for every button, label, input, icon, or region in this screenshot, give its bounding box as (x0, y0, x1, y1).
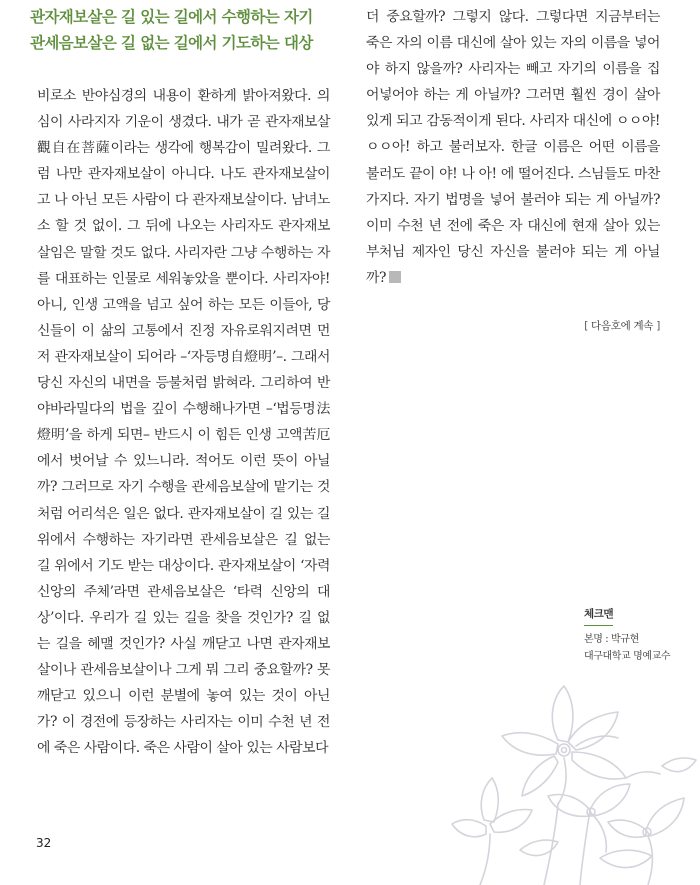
author-pen-name: 체크맨 (584, 606, 613, 626)
body-column-left (37, 83, 330, 761)
title-line-2: 관세음보살은 길 없는 길에서 기도하는 대상 (30, 34, 313, 52)
page-number: 32 (36, 836, 52, 850)
author-box (584, 606, 684, 665)
continued-note: [ 다음호에 계속 ] (584, 320, 660, 332)
end-marker-icon (389, 271, 401, 283)
author-affiliation: 대구대학교 명예교수 (584, 651, 671, 662)
article-title (30, 4, 360, 56)
author-real-name: 본명 : 박규현 (584, 634, 639, 645)
body-column-right (366, 4, 660, 291)
body-text-right: 더 중요할까? 그렇지 않다. 그렇다면 지금부터는 죽은 자의 이름 대신에 살아 있는 자의 이름을 넣어야 하지 않을까? 사리자는 빼고 자기의 이름을 집어넣어야 하는 게 아닐까? 그러면 훨씬 경이 살아 있게 되고 감동적이게 된다. 사리자 대신에 ㅇㅇ야! ㅇㅇ아! 하고 불러보자. 한글 이름은 어떤 이름을 불러도 끝이 야! 나 아! 에 떨어진다. 스님들도 마찬가지다. 자기 법명을 넣어 불러야 되는 게 아닐까? 이미 수천 년 전에 죽은 자 대신에 현재 살아 있는 부처님 제자인 당신 자신을 불러야 되는 게 아닐까? (366, 9, 660, 286)
body-text-left: 비로소 반야심경의 내용이 환하게 밝아져왔다. 의심이 사라지자 기운이 생겼다. 내가 곧 관자재보살觀自在菩薩이라는 생각에 행복감이 밀려왔다. 그럼 나만 관자재보살이 아니다. 나도 관자재보살이고 나 아닌 모든 사람이 다 관자재보살이다. 남녀노소 할 것 없이. 그 뒤에 나오는 사리자도 관자재보살임은 말할 것도 없다. 사리자란 그냥 수행하는 자를 대표하는 인물로 세워놓았을 뿐이다. 사리자야! 아니, 인생 고액을 넘고 싶어 하는 모든 이들아, 당신들이 이 삶의 고통에서 진정 자유로워지려면 먼저 관자재보살이 되어라 –‘자등명自燈明’–. 그래서 당신 자신의 내면을 등불처럼 밝혀라. 그리하여 반야바라밀다의 법을 깊이 수행해나가면 –‘법등명法燈明’을 하게 되면– 반드시 이 힘든 인생 고액苦厄에서 벗어날 수 있느니라. 적어도 이런 뜻이 아닐까? 그러므로 자기 수행을 관세음보살에 맡기는 것처럼 어리석은 일은 없다. 관자재보살이 길 있는 길 위에서 수행하는 자기라면 관세음보살은 길 없는 길 위에서 기도 받는 대상이다. 관자재보살이 ‘자력 신앙의 주체’라면 관세음보살은 ‘타력 신앙의 대상’이다. 우리가 길 있는 길을 찾을 것인가? 길 없는 길을 헤맬 것인가? 사실 깨닫고 나면 관자재보살이나 관세음보살이나 그게 뭐 그리 중요할까? 못 깨닫고 있으니 이런 분별에 놓여 있는 것이 아닌가? 이 경전에 등장하는 사리자는 이미 수천 년 전에 죽은 사람이다. 죽은 사람이 살아 있는 사람보다 (37, 88, 330, 757)
lotus-flower-icon (440, 680, 700, 885)
continued-note-text: 다음호에 계속 (591, 320, 654, 332)
title-line-1: 관자재보살은 길 있는 길에서 수행하는 자기 (30, 8, 313, 26)
